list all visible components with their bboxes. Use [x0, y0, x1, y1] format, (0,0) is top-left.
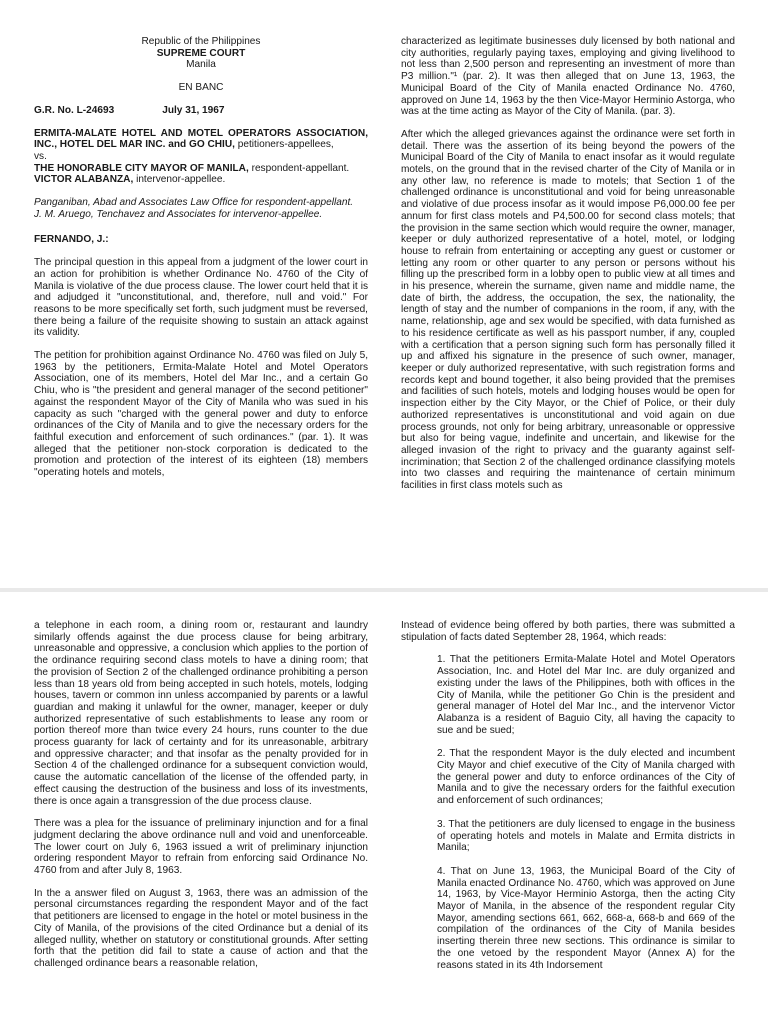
page1-column-right	[401, 36, 735, 503]
republic-line: Republic of the Philippines	[141, 36, 261, 47]
stipulation-item: 3. That the petitioners are duly licensed to engage in the business of operating hotels and motels in Malate and Ermita districts in Manila;	[437, 818, 735, 854]
paragraph: The principal question in this appeal from a judgment of the lower court in an action for prohibition is whether Ordinance No. 4760 of the City of Manila is violative of the due process clause. The lower court held that it is and adjudged it "unconstitutional, and, therefore, null and void." For reasons to be more specifically set forth, such judgment must be reversed, there being a failure of the requisite showing to sustain an attack against its validity.	[34, 257, 368, 339]
counsel-line-1: Panganiban, Abad and Associates Law Office for respondent-appellant.	[34, 197, 354, 209]
paragraph: The petition for prohibition against Ordinance No. 4760 was filed on July 5, 1963 by the petitioners, Ermita-Malate Hotel and Motel Operators Association, one of its members, Hotel del Mar Inc., and a certain Go Chiu, who is "the president and general manager of the second petitioner" against the respondent Mayor of the City of Manila who was sued in his capacity as such "charged with the general power and duty to enforce ordinances of the City of Manila and to give the necessary orders for the faithful execution and enforcement of such ordinances." (par. 1). It was alleged that the petitioner non-stock corporation is dedicated to the promotion and protection of the interest of its eighteen (18) members "operating hotels and motels,	[34, 350, 368, 479]
decision-date: July 31, 1967	[162, 104, 225, 116]
paragraph: After which the alleged grievances against the ordinance were set forth in detail. There was the assertion of its being beyond the powers of the Municipal Board of the City of Manila to enact insofar as it would regulate motels, on the ground that in the revised charter of the City of Manila or in any other law, no reference is made to motels; that Section 1 of the challenged ordinance is unconstitutional and void for being unreasonable and violative of due process insofar as it would impose P6,000.00 fee per annum for first class motels and P4,500.00 for second class motels; that the provision in the same section which would require the owner, manager, keeper or duly authorized representative of a hotel, motel, or lodging house to refrain from entertaining or accepting any guest or customer or letting any room or other quarter to any person or persons without his filling up the prescribed form in a lobby open to public view at all times and in his presence, wherein the surname, given name and middle name, the date of birth, the address, the occupation, the sex, the nationality, the length of stay and the number of companions in the room, if any, with the name, relationship, age and sex would be specified, with data furnished as to his residence certificate as well as his passport number, if any, coupled with a certification that a person signing such form has personally filled it up and affixed his signature in the presence of such owner, manager, keeper or duly authorized representative, with such registration forms and records kept and bound together, it also being provided that the premises and facilities of such hotels, motels and lodging houses would be open for inspection either by the City Mayor, or the Chief of Police, or their duly authorized representatives is unconstitutional and void again on due process grounds, not only for being arbitrary, unreasonable or oppressive but also for being vague, indefinite and uncertain, and likewise for the alleged invasion of the right to privacy and the guaranty against self-incrimination; that Section 2 of the challenged ordinance classifying motels into two classes and requiring the maintenance of certain minimum facilities in first class motels such as	[401, 128, 735, 492]
respondent-role: respondent-appellant.	[248, 162, 350, 174]
case-caption	[34, 128, 368, 187]
paragraph: There was a plea for the issuance of preliminary injunction and for a final judgment declaring the above ordinance null and void and unenforceable. The lower court on July 6, 1963 issued a writ of preliminary injunction ordering respondent Mayor to refrain from enforcing said Ordinance No. 4760 from and after July 8, 1963.	[34, 818, 368, 877]
page2-column-left	[34, 620, 368, 981]
counsel-line-2: J. M. Aruego, Tenchavez and Associates for intervenor-appellee.	[34, 208, 323, 220]
stipulation-intro: Instead of evidence being offered by both parties, there was submitted a stipulation of facts dated September 28, 1964, which reads:	[401, 620, 735, 643]
stipulation-item: 4. That on June 13, 1963, the Municipal Board of the City of Manila enacted Ordinance No. 4760, which was approved on June 14, 1963, by Vice-Mayor Herminio Astorga, then the acting City Mayor of Manila, in the absence of the respondent regular City Mayor, amending sections 661, 662, 668-a, 668-b and 669 of the compilation of the ordinances of the City of Manila besides inserting therein three new sections. This ordinance is similar to the one vetoed by the respondent Mayor (Annex A) for the reasons stated in its 4th Indorsement	[437, 865, 735, 971]
stipulation-item: 2. That the respondent Mayor is the duly elected and incumbent City Mayor and chief executive of the City of Manila charged with the general power and duty to enforce ordinances of the City of Manila and to give the necessary orders for the faithful execution and enforcement of such ordinances;	[437, 748, 735, 807]
stipulation-item: 1. That the petitioners Ermita-Malate Hotel and Motel Operators Association, Inc. and Hotel del Mar Inc. are duly organized and existing under the laws of the Philippines, both with offices in the City of Manila, while the petitioner Go Chin is the president and general manager of Hotel del Mar Inc., and the intervenor Victor Alabanza is a resident of Baguio City, all having the capacity to sue and be sued;	[437, 654, 735, 736]
intervenor-name: VICTOR ALABANZA,	[34, 174, 134, 186]
court-name: SUPREME COURT	[156, 47, 246, 59]
respondent-name: THE HONORABLE CITY MAYOR OF MANILA,	[34, 162, 249, 174]
page2-column-right	[401, 620, 735, 983]
paragraph: In the a answer filed on August 3, 1963, there was an admission of the personal circumstances regarding the respondent Mayor and of the fact that petitioners are licensed to engage in the hotel or motel business in the City of Manila, of the provisions of the cited Ordinance but a denial of its alleged nullity, whether on statutory or constitutional grounds. After setting forth that the petition did fail to state a cause of action and that the challenged ordinance bears a reasonable relation,	[34, 887, 368, 969]
petitioners-names: ERMITA-MALATE HOTEL AND MOTEL OPERATORS ASSOCIATION, INC., HOTEL DEL MAR INC. and GO CHIU,	[34, 127, 368, 151]
gr-number: G.R. No. L-24693	[34, 104, 115, 116]
paragraph: characterized as legitimate businesses duly licensed by both national and city authorities, regularly paying taxes, employing and giving livelihood to not less than 2,500 person and representing an investment of more than P3 million."¹ (par. 2). It was then alleged that on June 13, 1963, the Municipal Board of the City of Manila enacted Ordinance No. 4760, approved on June 14, 1963 by the then Vice-Mayor Herminio Astorga, who was at the time acting as Mayor of the City of Manila. (par. 3).	[401, 36, 735, 118]
page1-column-left	[34, 36, 368, 490]
intervenor-role: intervenor-appellee.	[133, 174, 226, 186]
ponente: FERNANDO, J.:	[34, 234, 109, 246]
versus-label: vs.	[34, 150, 47, 162]
paragraph: a telephone in each room, a dining room or, restaurant and laundry similarly offends against the due process clause for being arbitrary, unreasonable and oppressive, a conclusion which applies to the portion of the ordinance requiring second class motels to have a dining room; that the provision of Section 2 of the challenged ordinance prohibiting a person less than 18 years old from being accepted in such hotels, motels, lodging houses, tavern or common inn unless accompanied by parents or a lawful guardian and making it unlawful for the owner, manager, keeper or duly authorized representative of such establishments to lease any room or portion thereof more than twice every 24 hours, runs counter to the due process guaranty for lack of certainty and for its unreasonable, arbitrary and oppressive character; and that insofar as the penalty provided for in Section 4 of the challenged ordinance for a subsequent conviction would, cause the automatic cancellation of the license of the offended party, in effect causing the destruction of the business and loss of its investments, there is once again a transgression of the due process clause.	[34, 620, 368, 807]
court-city: Manila	[186, 59, 216, 71]
page-2	[0, 592, 768, 1024]
en-banc-label: EN BANC	[178, 82, 224, 94]
stipulation-list	[401, 654, 735, 971]
case-number-line	[34, 105, 368, 117]
petitioners-role: petitioners-appellees,	[234, 139, 334, 151]
